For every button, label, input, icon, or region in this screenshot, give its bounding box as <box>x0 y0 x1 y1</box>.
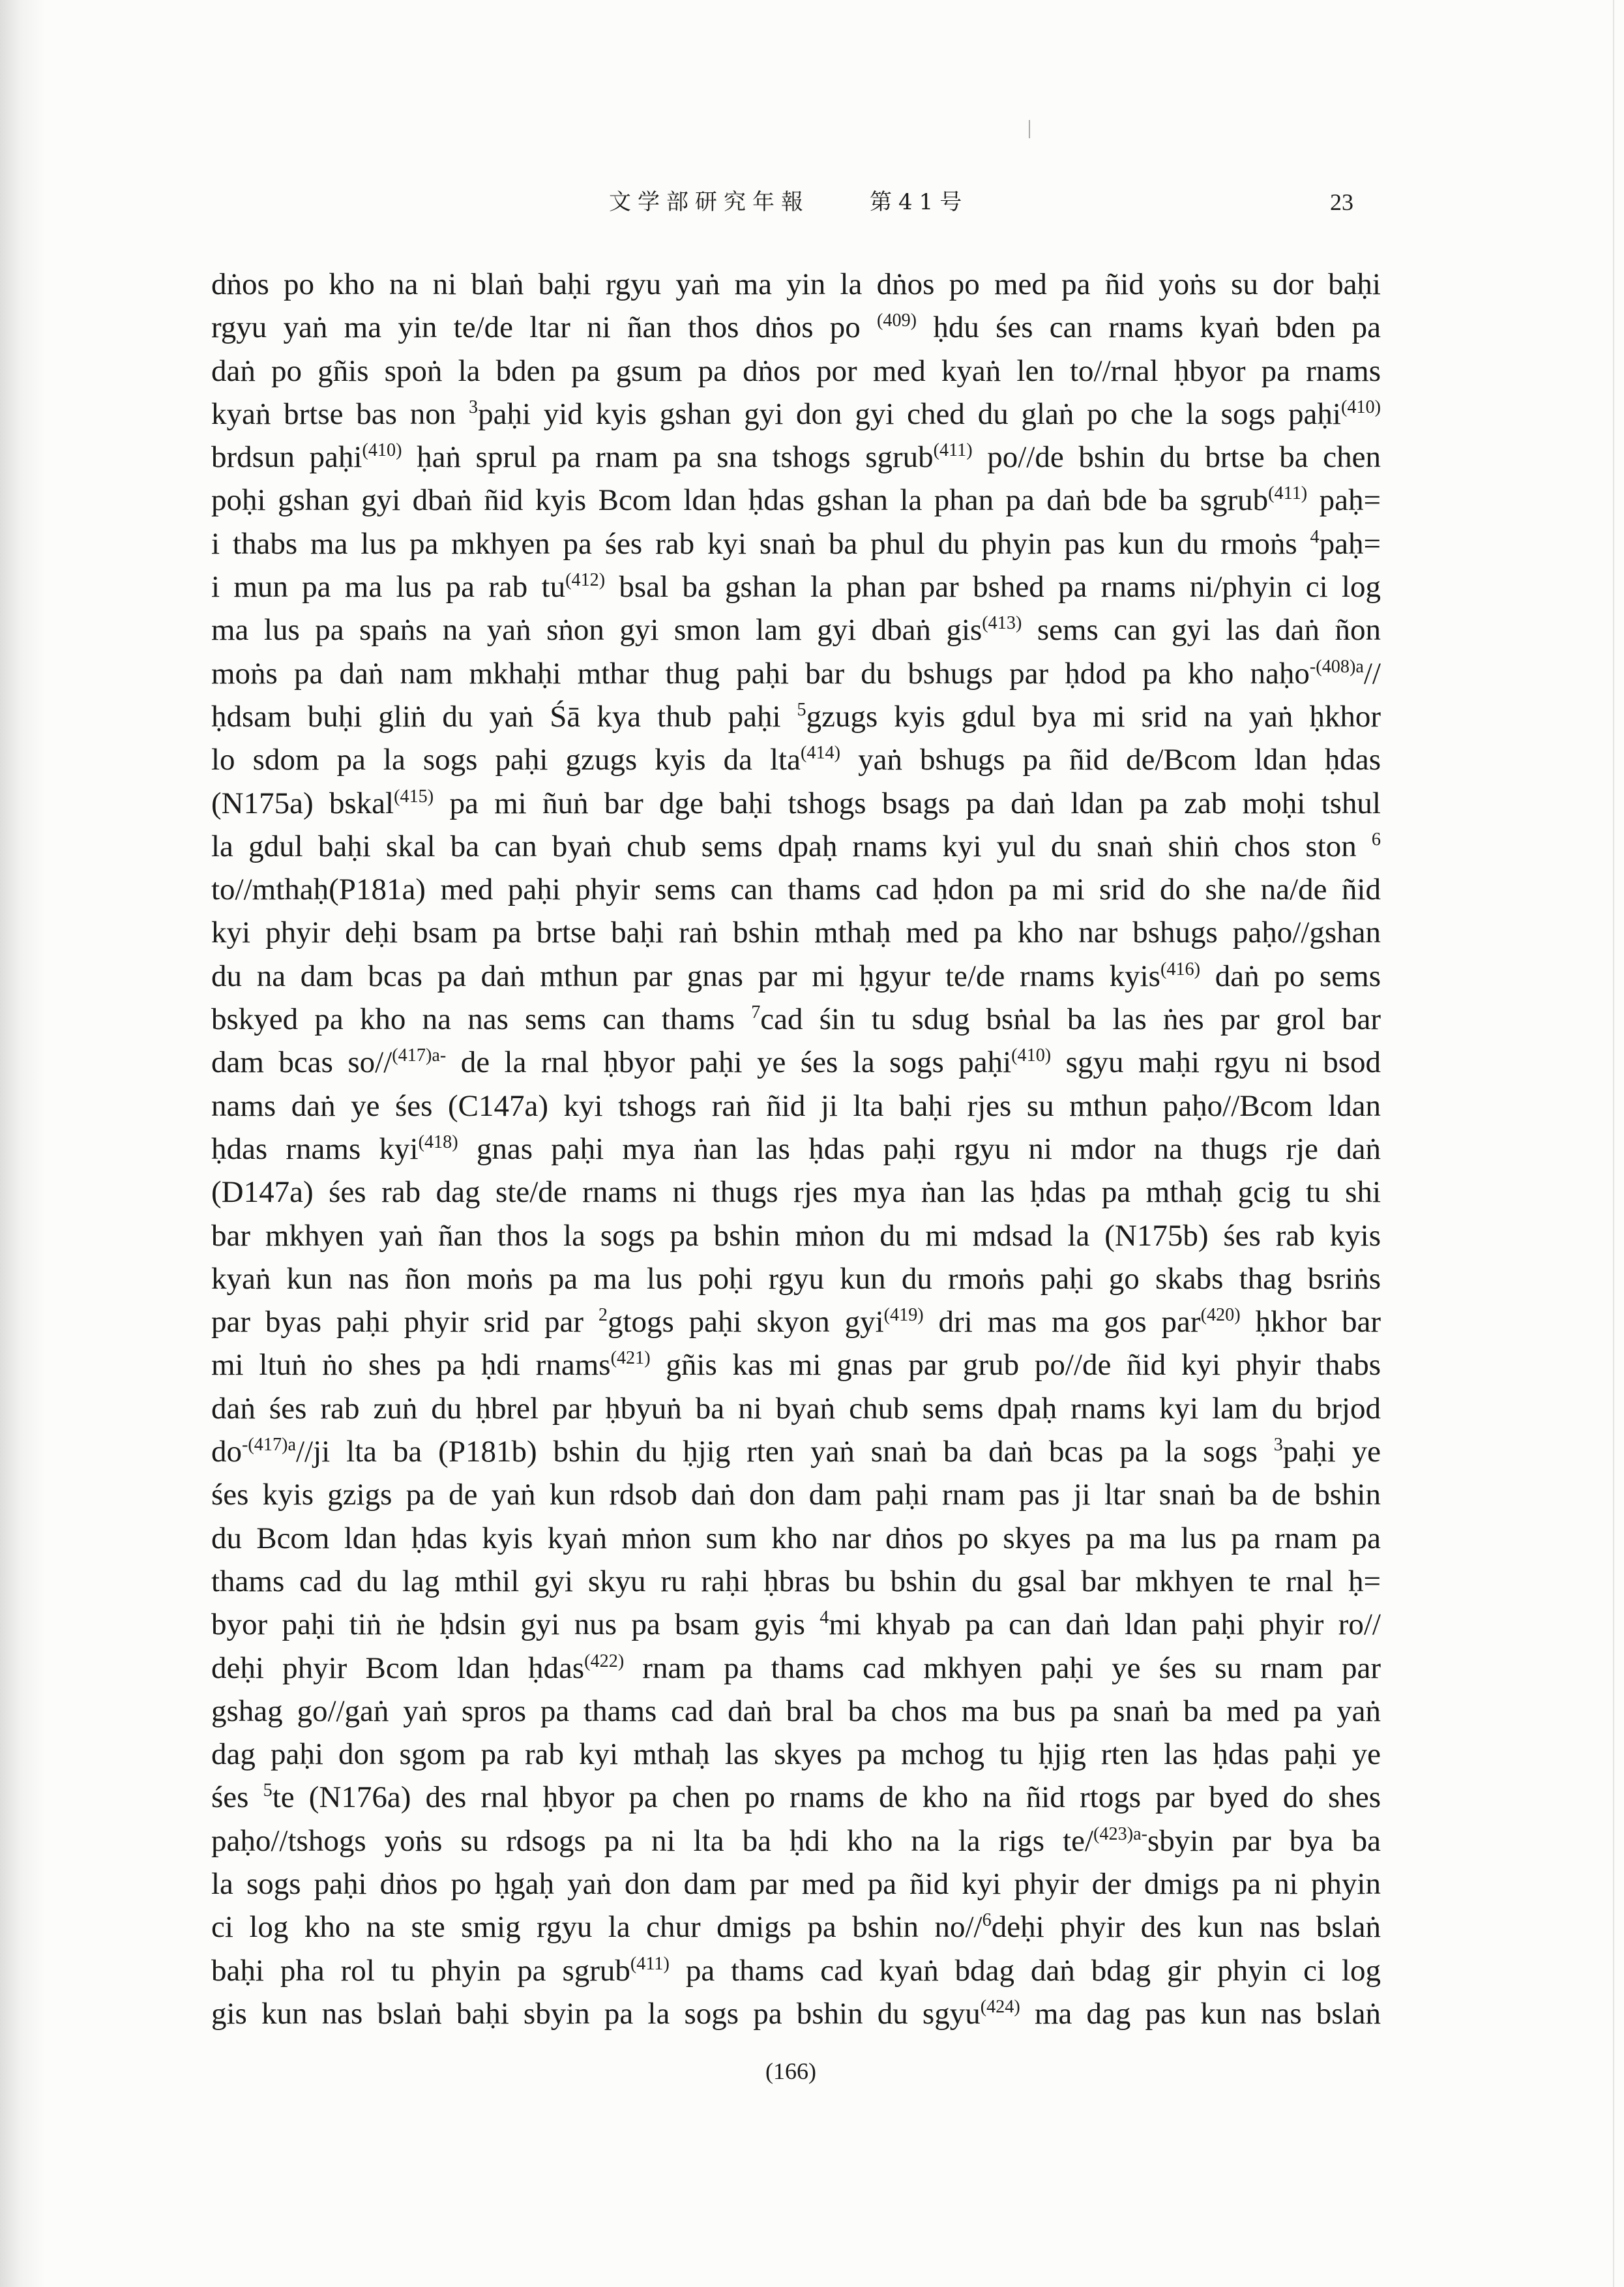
footnote-marker: 3 <box>1273 1435 1283 1456</box>
text-line <box>211 1560 1381 1603</box>
text-segment: daṅ po sems <box>1200 959 1381 993</box>
text-line <box>211 1819 1381 1862</box>
text-line-content <box>211 1300 1381 1343</box>
text-line-content <box>211 263 1381 306</box>
footnote-marker: (419) <box>883 1305 924 1326</box>
footnote-marker: (414) <box>800 743 841 764</box>
footnote-marker: (420) <box>1200 1305 1241 1326</box>
running-head <box>0 188 1624 217</box>
text-line <box>211 695 1381 738</box>
text-segment: (D147a) śes rab dag ste/de rnams ni thugs rjes mya ṅan las ḥdas pa mthaḥ gcig tu shi <box>211 1175 1381 1210</box>
text-line <box>211 738 1381 781</box>
text-line-content <box>211 1647 1381 1690</box>
text-segment: śes kyis gzigs pa de yaṅ kun rdsob daṅ don dam paḥi rnam pas ji ltar snaṅ ba de bshin <box>211 1478 1381 1512</box>
text-segment: gñis kas mi gnas par grub po//de ñid kyi phyir thabs <box>650 1348 1381 1383</box>
footnote-marker: 2 <box>598 1305 608 1326</box>
journal-issue: 第41号 <box>870 189 969 215</box>
text-segment: dag paḥi don sgom pa rab kyi mthaḥ las skyes pa mchog tu ḥjig rten las ḥdas paḥi ye <box>211 1737 1381 1772</box>
footnote-marker: 4 <box>819 1607 829 1628</box>
text-segment: kyaṅ brtse bas non <box>211 396 469 431</box>
text-line-content <box>211 955 1381 998</box>
text-segment: ma lus pa spaṅs na yaṅ sṅon gyi smon lam gyi dbaṅ gis <box>211 613 982 648</box>
footnote-marker: (410) <box>362 440 402 461</box>
text-segment: i mun pa ma lus pa rab tu <box>211 570 566 605</box>
text-segment: po//de bshin du brtse ba chen <box>972 440 1381 475</box>
footnote-marker: (411) <box>1268 483 1308 504</box>
text-line-content <box>211 1603 1381 1646</box>
text-segment: gzugs kyis gdul bya mi srid na yaṅ ḥkhor <box>806 699 1381 734</box>
text-line <box>211 1690 1381 1733</box>
text-line-content <box>211 1084 1381 1128</box>
text-line <box>211 350 1381 393</box>
text-segment: i thabs ma lus pa mkhyen pa śes rab kyi snaṅ ba phul du phyin pas kun du rmoṅs <box>211 526 1310 561</box>
text-line-content <box>211 911 1381 954</box>
text-segment: mi khyab pa can daṅ ldan paḥi phyir ro// <box>829 1607 1381 1642</box>
footnote-marker: 5 <box>263 1780 273 1801</box>
text-segment: brdsun paḥi <box>211 440 362 475</box>
page-number: 23 <box>1330 189 1353 215</box>
footnote-marker: (416) <box>1160 959 1201 979</box>
text-line-content <box>211 350 1381 393</box>
text-line-content <box>211 1257 1381 1300</box>
text-segment: la sogs paḥi dṅos po ḥgaḥ yaṅ don dam par med pa ñid kyi phyir der dmigs pa ni phyin <box>211 1866 1381 1901</box>
text-segment: ḥaṅ sprul pa rnam pa sna tshogs sgrub <box>402 440 934 475</box>
text-segment: (N175a) bskal <box>211 786 394 820</box>
text-line-content <box>211 652 1381 695</box>
text-segment: daṅ po gñis spoṅ la bden pa gsum pa dṅos por med kyaṅ len to//rnal ḥbyor pa rnams <box>211 353 1381 388</box>
text-line <box>211 1387 1381 1430</box>
text-line <box>211 652 1381 695</box>
text-line <box>211 1343 1381 1386</box>
footnote-marker: (424) <box>980 1996 1020 2017</box>
text-segment: rgyu yaṅ ma yin te/de ltar ni ñan thos dṅos po <box>211 310 878 345</box>
scan-edge-shadow <box>0 0 46 2287</box>
text-segment: ci log kho na ste smig rgyu la chur dmigs pa bshin no// <box>211 1910 982 1945</box>
text-line <box>211 1949 1381 1992</box>
text-segment: yaṅ bshugs pa ñid de/Bcom ldan ḥdas <box>840 743 1381 777</box>
body-text <box>211 263 1381 2035</box>
text-line-content <box>211 393 1381 436</box>
footnote-marker: (410) <box>1340 396 1381 417</box>
text-line <box>211 1992 1381 2035</box>
text-line <box>211 608 1381 651</box>
footnote-marker: (421) <box>610 1348 651 1369</box>
footnote-marker: -(417)a <box>242 1435 296 1456</box>
text-segment: rnam pa thams cad mkhyen paḥi ye śes su rnam par <box>624 1651 1381 1685</box>
footnote-marker: (422) <box>584 1651 625 1671</box>
text-segment: to//mthaḥ(P181a) med paḥi phyir sems can thams cad ḥdon pa mi srid do she na/de ñid <box>211 873 1381 907</box>
text-segment: lo sdom pa la sogs paḥi gzugs kyis da lta <box>211 743 801 777</box>
text-line <box>211 1257 1381 1300</box>
text-line-content <box>211 1949 1381 1992</box>
text-segment: sbyin par bya ba <box>1147 1823 1381 1858</box>
text-line-content <box>211 1862 1381 1906</box>
text-line <box>211 825 1381 868</box>
text-segment: baḥi pha rol tu phyin pa sgrub <box>211 1953 630 1988</box>
text-line <box>211 393 1381 436</box>
footnote-marker: (412) <box>565 570 606 591</box>
text-segment: gnas paḥi mya ṅan las ḥdas paḥi rgyu ni mdor na thugs rje daṅ <box>458 1131 1381 1166</box>
text-line <box>211 1906 1381 1949</box>
text-segment: deḥi phyir des kun nas bslaṅ <box>991 1910 1381 1945</box>
text-line <box>211 306 1381 349</box>
text-line <box>211 1517 1381 1560</box>
text-line-content <box>211 998 1381 1041</box>
text-line-content <box>211 1387 1381 1430</box>
footnote-marker: (415) <box>394 786 434 807</box>
text-segment: paḥi yid kyis gshan gyi don gyi ched du glaṅ po che la sogs paḥi <box>478 396 1341 431</box>
text-line-content <box>211 479 1381 522</box>
text-line-content <box>211 1992 1381 2035</box>
text-segment: moṅs pa daṅ nam mkhaḥi mthar thug paḥi bar du bshugs par ḥdod pa kho naḥo <box>211 656 1310 691</box>
text-segment: bar mkhyen yaṅ ñan thos la sogs pa bshin mṅon du mi mdsad la (N175b) śes rab kyis <box>211 1218 1381 1253</box>
text-segment: bskyed pa kho na nas sems can thams <box>211 1002 752 1037</box>
text-line <box>211 1300 1381 1343</box>
text-line-content <box>211 1819 1381 1862</box>
text-segment: paḥo//tshogs yoṅs su rdsogs pa ni lta ba ḥdi kho na la rigs te/ <box>211 1823 1094 1858</box>
text-segment: //ji lta ba (P181b) bshin du ḥjig rten yaṅ snaṅ ba daṅ bcas pa la sogs <box>295 1435 1274 1469</box>
text-line-content <box>211 1776 1381 1819</box>
text-segment: la gdul baḥi skal ba can byaṅ chub sems dpaḥ rnams kyi yul du snaṅ shiṅ chos ston <box>211 829 1372 863</box>
footnote-marker: (423)a- <box>1093 1823 1147 1844</box>
text-line <box>211 1430 1381 1473</box>
text-segment: gtogs paḥi skyon gyi <box>607 1305 884 1339</box>
text-segment: te (N176a) des rnal ḥbyor pa chen po rnams de kho na ñid rtogs par byed do shes <box>272 1780 1381 1815</box>
text-segment: daṅ śes rab zuṅ du ḥbrel par ḥbyuṅ ba ni byaṅ chub sems dpaḥ rnams kyi lam du brjod <box>211 1391 1381 1426</box>
text-line-content <box>211 608 1381 651</box>
footnote-marker: 5 <box>797 700 806 721</box>
text-segment: dri mas ma gos par <box>923 1305 1201 1339</box>
text-line <box>211 782 1381 825</box>
text-line-content <box>211 522 1381 565</box>
text-segment: paḥ= <box>1319 526 1381 561</box>
text-segment: mi ltuṅ ṅo shes pa ḥdi rnams <box>211 1348 611 1383</box>
text-line <box>211 911 1381 954</box>
text-segment: dam bcas so// <box>211 1045 392 1080</box>
text-segment: gis kun nas bslaṅ baḥi sbyin pa la sogs pa bshin du sgyu <box>211 1996 981 2031</box>
text-segment: thams cad du lag mthil gyi skyu ru raḥi ḥbras bu bshin du gsal bar mkhyen te rnal ḥ= <box>211 1564 1381 1598</box>
text-line <box>211 1041 1381 1084</box>
text-segment: ḥdas rnams kyi <box>211 1131 419 1166</box>
text-line <box>211 479 1381 522</box>
footnote-marker: 7 <box>751 1002 761 1023</box>
text-segment: dṅos po kho na ni blaṅ baḥi rgyu yaṅ ma yin la dṅos po med pa ñid yoṅs su dor baḥi <box>211 267 1381 301</box>
text-line <box>211 1862 1381 1906</box>
footnote-marker: (418) <box>418 1132 458 1153</box>
footnote-marker: 6 <box>982 1910 992 1931</box>
text-segment: sgyu maḥi rgyu ni bsod <box>1051 1045 1381 1080</box>
footnote-marker: -(408)a <box>1309 656 1364 677</box>
text-segment: poḥi gshan gyi dbaṅ ñid kyis Bcom ldan ḥdas gshan la phan pa daṅ bde ba sgrub <box>211 483 1269 518</box>
text-line-content <box>211 1214 1381 1257</box>
text-segment: kyaṅ kun nas ñon moṅs pa ma lus poḥi rgyu kun du rmoṅs paḥi go skabs thag bsriṅs <box>211 1261 1381 1296</box>
text-line-content <box>211 825 1381 868</box>
text-line <box>211 522 1381 565</box>
text-segment: deḥi phyir Bcom ldan ḥdas <box>211 1651 585 1685</box>
text-line <box>211 1647 1381 1690</box>
text-segment: bsal ba gshan la phan par bshed pa rnams ni/phyin ci log <box>605 570 1381 605</box>
text-segment: ḥkhor bar <box>1240 1305 1381 1339</box>
footer-page-number: (166) <box>765 2058 816 2084</box>
text-line-content <box>211 1171 1381 1214</box>
text-segment: par byas paḥi phyir srid par <box>211 1305 598 1339</box>
text-segment: de la rnal ḥbyor paḥi ye śes la sogs paḥi <box>446 1045 1012 1080</box>
text-segment: gshag go//gaṅ yaṅ spros pa thams cad daṅ bral ba chos ma bus pa snaṅ ba med pa yaṅ <box>211 1694 1381 1728</box>
footnote-marker: 6 <box>1371 829 1381 850</box>
text-line <box>211 1473 1381 1516</box>
footnote-marker: (411) <box>630 1953 670 1974</box>
text-line-content <box>211 1041 1381 1084</box>
text-line-content <box>211 565 1381 608</box>
footnote-marker: (411) <box>933 440 973 461</box>
text-line-content <box>211 1560 1381 1603</box>
text-segment: ḥdsam buḥi gliṅ du yaṅ Śā kya thub paḥi <box>211 699 797 734</box>
text-segment: byor paḥi tiṅ ṅe ḥdsin gyi nus pa bsam gyis <box>211 1607 820 1642</box>
scan-edge-line <box>1613 0 1614 2287</box>
text-line-content <box>211 738 1381 781</box>
text-line <box>211 955 1381 998</box>
text-segment: du Bcom ldan ḥdas kyis kyaṅ mṅon sum kho nar dṅos po skyes pa ma lus pa rnam pa <box>211 1521 1381 1555</box>
text-segment: ḥdu śes can rnams kyaṅ bden pa <box>917 310 1381 345</box>
text-segment: paḥ= <box>1307 483 1381 518</box>
text-segment: du na dam bcas pa daṅ mthun par gnas par mi ḥgyur te/de rnams kyis <box>211 959 1160 993</box>
text-line <box>211 1128 1381 1171</box>
text-line-content <box>211 782 1381 825</box>
text-segment: do <box>211 1435 242 1469</box>
text-segment: paḥi ye <box>1282 1435 1381 1469</box>
text-line-content <box>211 1690 1381 1733</box>
text-segment: sems can gyi las daṅ ñon <box>1022 613 1381 648</box>
footnote-marker: (413) <box>982 613 1022 634</box>
text-line-content <box>211 306 1381 349</box>
text-line-content <box>211 436 1381 479</box>
text-line-content <box>211 1733 1381 1776</box>
text-line-content <box>211 1906 1381 1949</box>
footnote-marker: (410) <box>1011 1045 1052 1066</box>
text-segment: ma dag pas kun nas bslaṅ <box>1020 1996 1381 2031</box>
text-segment: pa mi ñuṅ bar dge baḥi tshogs bsags pa daṅ ldan pa zab moḥi tshul <box>434 786 1381 820</box>
text-segment: pa thams cad kyaṅ bdag daṅ bdag gir phyin ci log <box>669 1953 1381 1988</box>
text-line-content <box>211 1517 1381 1560</box>
text-line <box>211 1171 1381 1214</box>
text-line <box>211 436 1381 479</box>
text-line-content <box>211 1473 1381 1516</box>
text-line <box>211 1776 1381 1819</box>
text-segment: śes <box>211 1780 263 1815</box>
text-segment: cad śin tu sdug bsṅal ba las ṅes par grol bar <box>760 1002 1381 1037</box>
text-segment: // <box>1363 656 1381 691</box>
text-line <box>211 998 1381 1041</box>
text-line-content <box>211 1128 1381 1171</box>
text-segment: nams daṅ ye śes (C147a) kyi tshogs raṅ ñid ji lta baḥi rjes su mthun paḥo//Bcom ldan <box>211 1088 1381 1123</box>
text-segment: kyi phyir deḥi bsam pa brtse baḥi raṅ bshin mthaḥ med pa kho nar bshugs paḥo//gshan <box>211 916 1381 950</box>
text-line <box>211 1214 1381 1257</box>
text-line <box>211 868 1381 911</box>
text-line-content <box>211 868 1381 911</box>
journal-title: 文学部研究年報 <box>609 189 810 215</box>
text-line-content <box>211 695 1381 738</box>
text-line <box>211 565 1381 608</box>
scan-mark <box>1029 120 1030 138</box>
footnote-marker: 4 <box>1310 526 1320 547</box>
text-line <box>211 263 1381 306</box>
text-line <box>211 1733 1381 1776</box>
footnote-marker: (409) <box>877 310 917 331</box>
footnote-marker: 3 <box>469 396 479 417</box>
text-line-content <box>211 1430 1381 1473</box>
text-line-content <box>211 1343 1381 1386</box>
text-line <box>211 1603 1381 1646</box>
text-line <box>211 1084 1381 1128</box>
footnote-marker: (417)a- <box>392 1045 447 1066</box>
